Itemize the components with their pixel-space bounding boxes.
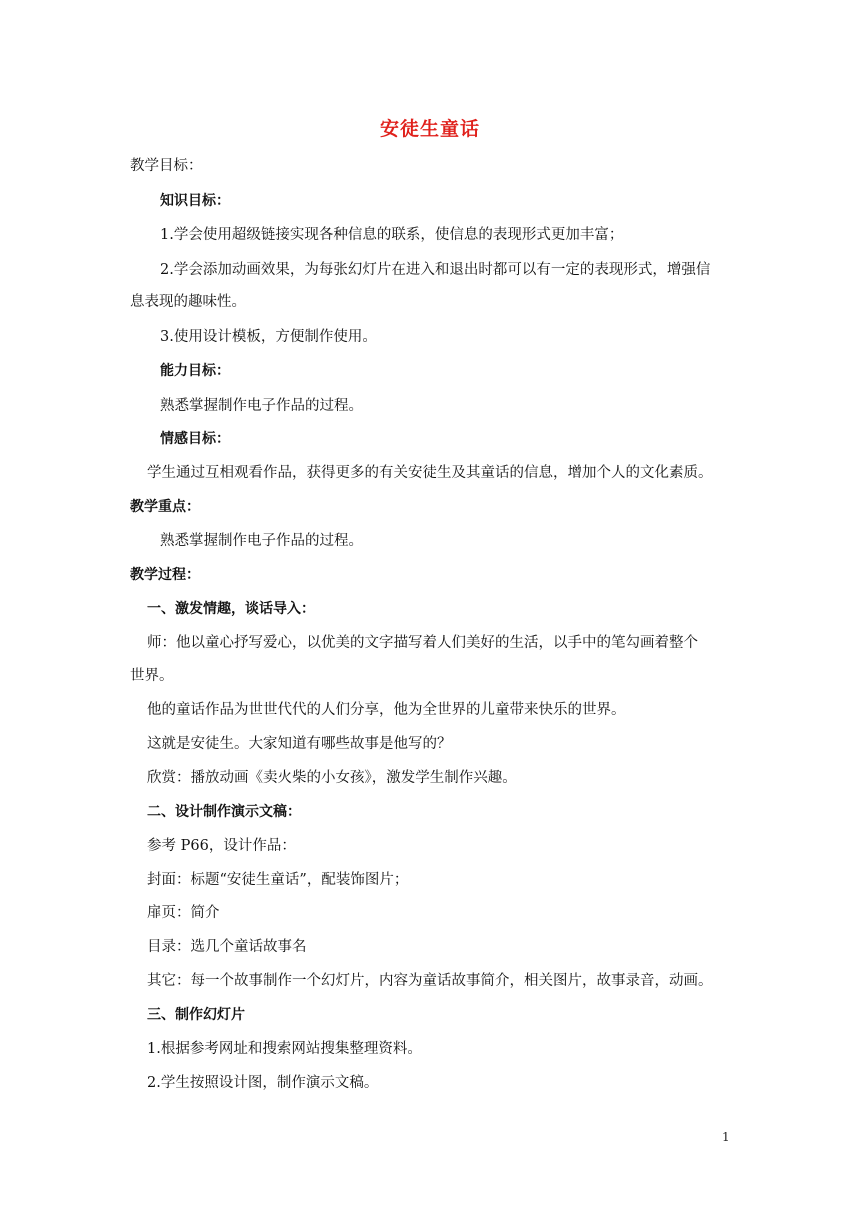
paragraph-line: 息表现的趣味性。 [130, 294, 246, 310]
subheading-emotional-goals: 情感目标： [160, 431, 230, 447]
subheading-step-2: 二、设计制作演示文稿： [147, 804, 301, 820]
subheading-ability-goals: 能力目标： [160, 363, 230, 379]
paragraph-line: 这就是安徒生。大家知道有哪些故事是他写的？ [147, 736, 452, 752]
paragraph-line: 他的童话作品为世世代代的人们分享，他为全世界的儿童带来快乐的世界。 [147, 702, 626, 718]
subheading-step-3: 三、制作幻灯片 [147, 1007, 245, 1023]
section-heading-key-points: 教学重点： [130, 499, 200, 515]
paragraph-line: 师：他以童心抒写爱心，以优美的文字描写着人们美好的生活，以手中的笔勾画着整个 [147, 635, 698, 651]
paragraph-line: 3.使用设计模板，方便制作使用。 [160, 329, 377, 345]
paragraph-line: 1.学会使用超级链接实现各种信息的联系，使信息的表现形式更加丰富； [160, 227, 624, 243]
subheading-step-1: 一、激发情趣，谈话导入： [147, 601, 315, 617]
page-number: 1 [722, 1130, 730, 1144]
paragraph-line: 参考 P66，设计作品： [147, 838, 296, 854]
paragraph-line: 熟悉掌握制作电子作品的过程。 [160, 398, 363, 414]
paragraph-line: 封面：标题“安徒生童话”，配装饰图片； [147, 872, 409, 888]
paragraph-line: 2.学会添加动画效果，为每张幻灯片在进入和退出时都可以有一定的表现形式，增强信 [160, 262, 711, 278]
paragraph-line: 目录：选几个童话故事名 [147, 939, 307, 955]
paragraph-line: 其它：每一个故事制作一个幻灯片，内容为童话故事简介，相关图片，故事录音，动画。 [147, 973, 713, 989]
paragraph-line: 世界。 [130, 668, 174, 684]
paragraph-line: 扉页：简介 [147, 905, 220, 921]
section-heading-process: 教学过程： [130, 567, 200, 583]
paragraph-line: 熟悉掌握制作电子作品的过程。 [160, 533, 363, 549]
paragraph-line: 1.根据参考网址和搜索网站搜集整理资料。 [147, 1041, 422, 1057]
paragraph-line: 欣赏：播放动画《卖火柴的小女孩》，激发学生制作兴趣。 [147, 770, 517, 786]
section-heading-teaching-goals: 教学目标： [130, 158, 203, 174]
document-title: 安徒生童话 [379, 118, 480, 140]
paragraph-line: 学生通过互相观看作品，获得更多的有关安徒生及其童话的信息，增加个人的文化素质。 [147, 465, 713, 481]
paragraph-line: 2.学生按照设计图，制作演示文稿。 [147, 1075, 379, 1091]
subheading-knowledge-goals: 知识目标： [160, 193, 230, 209]
